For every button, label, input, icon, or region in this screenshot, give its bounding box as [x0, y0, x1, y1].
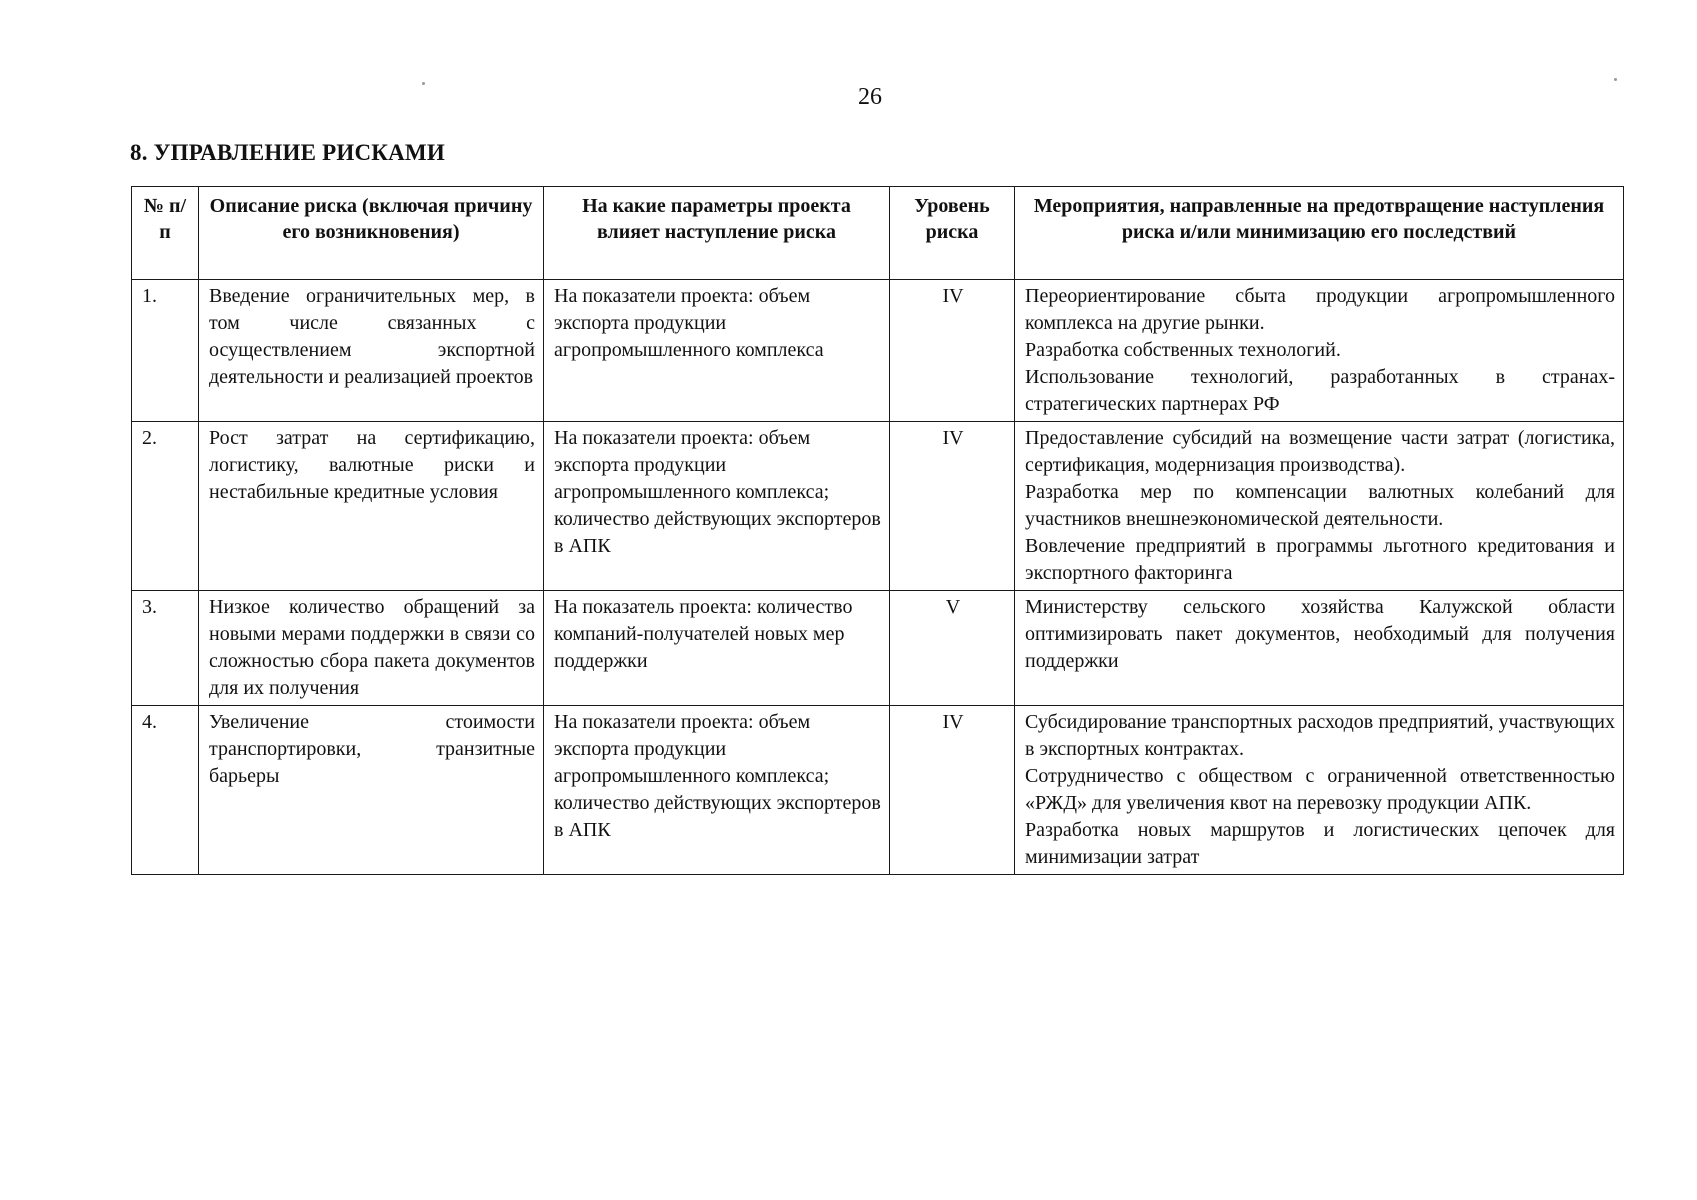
table-row	[132, 706, 1624, 875]
measure-item: Министерству сельского хозяйства Калужской области оптимизировать пакет документов, необходимый для получения поддержки	[1025, 596, 1615, 672]
header-mitigation-measures: Мероприятия, направленные на предотвращение наступления риска и/или минимизацию его последствий	[1015, 187, 1624, 280]
table-header-row	[132, 187, 1624, 280]
table-row	[132, 422, 1624, 591]
measure-item: Использование технологий, разработанных в странах-стратегических партнерах РФ	[1025, 366, 1615, 415]
risk-description: Низкое количество обращений за новыми мерами поддержки в связи со сложностью сбора пакета документов для их получения	[199, 591, 544, 706]
table-row	[132, 591, 1624, 706]
measure-item: Переориентирование сбыта продукции агропромышленного комплекса на другие рынки.	[1025, 285, 1615, 334]
mitigation-measures	[1015, 422, 1624, 591]
section-title: 8. УПРАВЛЕНИЕ РИСКАМИ	[130, 140, 445, 165]
measure-item: Разработка новых маршрутов и логистических цепочек для минимизации затрат	[1025, 819, 1615, 868]
header-affected-parameters: На какие параметры проекта влияет наступление риска	[544, 187, 890, 280]
row-number: 3.	[132, 591, 199, 706]
page-number: 26	[858, 84, 882, 110]
risk-description: Введение ограничительных мер, в том числе связанных с осуществлением экспортной деятельности и реализацией проектов	[199, 280, 544, 422]
measure-item: Субсидирование транспортных расходов предприятий, участвующих в экспортных контрактах.	[1025, 711, 1615, 760]
risk-description: Рост затрат на сертификацию, логистику, валютные риски и нестабильные кредитные условия	[199, 422, 544, 591]
scan-speck	[1614, 78, 1617, 81]
risk-description: Увеличение стоимости транспортировки, транзитные барьеры	[199, 706, 544, 875]
affected-parameters: На показатели проекта: объем экспорта продукции агропромышленного комплекса	[544, 280, 890, 422]
risk-level: IV	[890, 280, 1015, 422]
measure-item: Разработка собственных технологий.	[1025, 339, 1341, 361]
affected-parameters: На показатели проекта: объем экспорта продукции агропромышленного комплекса; количество действующих экспортеров в АПК	[544, 706, 890, 875]
mitigation-measures	[1015, 706, 1624, 875]
measure-item: Предоставление субсидий на возмещение части затрат (логистика, сертификация, модернизация производства).	[1025, 427, 1615, 476]
header-risk-level: Уровень риска	[890, 187, 1015, 280]
measure-item: Разработка мер по компенсации валютных колебаний для участников внешнеэкономической деятельности.	[1025, 481, 1615, 530]
table-row	[132, 280, 1624, 422]
header-risk-description: Описание риска (включая причину его возникновения)	[199, 187, 544, 280]
row-number: 4.	[132, 706, 199, 875]
row-number: 2.	[132, 422, 199, 591]
affected-parameters: На показатели проекта: объем экспорта продукции агропромышленного комплекса; количество действующих экспортеров в АПК	[544, 422, 890, 591]
affected-parameters: На показатель проекта: количество компаний-получателей новых мер поддержки	[544, 591, 890, 706]
mitigation-measures	[1015, 591, 1624, 706]
row-number: 1.	[132, 280, 199, 422]
risk-level: IV	[890, 706, 1015, 875]
measure-item: Вовлечение предприятий в программы льготного кредитования и экспортного факторинга	[1025, 535, 1615, 584]
risk-table	[131, 186, 1624, 875]
header-number: № п/п	[132, 187, 199, 280]
mitigation-measures	[1015, 280, 1624, 422]
risk-level: IV	[890, 422, 1015, 591]
measure-item: Сотрудничество с обществом с ограниченной ответственностью «РЖД» для увеличения квот на перевозку продукции АПК.	[1025, 765, 1615, 814]
risk-level: V	[890, 591, 1015, 706]
